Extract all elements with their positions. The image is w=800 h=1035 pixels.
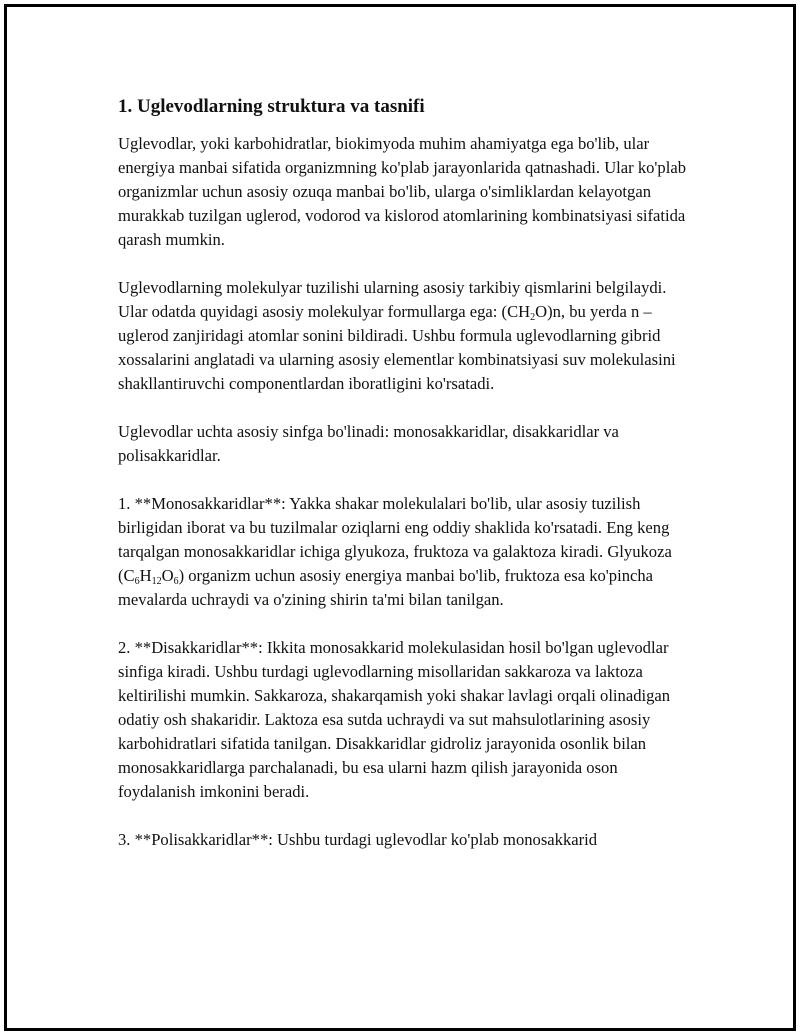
glucose-o: O bbox=[161, 566, 174, 585]
glucose-subscript-o: 6 bbox=[173, 576, 179, 587]
p4-text-before: 1. **Monosakkaridlar**: Yakka shakar molekulalari bo'lib, ular asosiy tuzilish birligidan iborat va bu tuzilmalar oziqlarni eng oddiy shaklida ko'rsatadi. Eng keng tarqalgan monosakkaridlar ichiga glyukoza, fruktoza va galaktoza kiradi. Glyukoza (C bbox=[118, 494, 672, 585]
p2-text-after: O)n, bu yerda n – uglerod zanjiridagi atomlar sonini bildiradi. Ushbu formula uglevodlarning gibrid xossalarini anglatadi va ularning asosiy elementlar kombinatsiyasi suv molekulasini shakllantiruvchi componentlardan iboratligini ko'rsatadi. bbox=[118, 302, 676, 393]
paragraph-classes: Uglevodlar uchta asosiy sinfga bo'linadi: monosakkaridlar, disakkaridlar va polisakkaridlar. bbox=[118, 422, 619, 465]
p2-text-before: Uglevodlarning molekulyar tuzilishi ularning asosiy tarkibiy qismlarini belgilaydi. Ular odatda quyidagi asosiy molekulyar formullarga ega: (CH bbox=[118, 278, 667, 321]
document-body bbox=[118, 94, 690, 876]
formula-subscript: 2 bbox=[530, 312, 536, 323]
paragraph-monosaccharides bbox=[118, 492, 690, 612]
p4-text-after: ) organizm uchun asosiy energiya manbai bo'lib, fruktoza esa ko'pincha mevalarda uchraydi va o'zining shirin ta'mi bilan tanilgan. bbox=[118, 566, 654, 609]
paragraph-intro: Uglevodlar, yoki karbohidratlar, biokimyoda muhim ahamiyatga ega bo'lib, ular energiya manbai sifatida organizmning ko'plab jarayonlarida qatnashadi. Ular ko'plab organizmlar uchun asosiy ozuqa manbai bo'lib, ularga o'simliklardan kelayotgan murakkab tuzilgan uglerod, vodorod va kislorod atomlarining kombinatsiyasi sifatida qarash mumkin. bbox=[118, 134, 686, 249]
paragraph-molecular-structure bbox=[118, 276, 690, 396]
paragraph-polysaccharides: 3. **Polisakkaridlar**: Ushbu turdagi uglevodlar ko'plab monosakkarid bbox=[118, 830, 598, 849]
glucose-h: H bbox=[139, 566, 152, 585]
glucose-subscript-c: 6 bbox=[134, 576, 140, 587]
glucose-subscript-h: 12 bbox=[151, 576, 162, 587]
paragraph-disaccharides: 2. **Disakkaridlar**: Ikkita monosakkarid molekulasidan hosil bo'lgan uglevodlar sinfiga kiradi. Ushbu turdagi uglevodlarning misollaridan sakkaroza va laktoza keltirilishi mumkin. Sakkaroza, shakarqamish yoki shakar lavlagi orqali olinadigan odatiy osh shakaridir. Laktoza esa sutda uchraydi va sut mahsulotlarining asosiy karbohidratlari sifatida tanilgan. Disakkaridlar gidroliz jarayonida osonlik bilan monosakkaridlarga parchalanadi, bu esa ularni hazm qilish jarayonida oson foydalanish imkonini beradi. bbox=[118, 638, 671, 801]
section-heading: 1. Uglevodlarning struktura va tasnifi bbox=[118, 96, 425, 117]
